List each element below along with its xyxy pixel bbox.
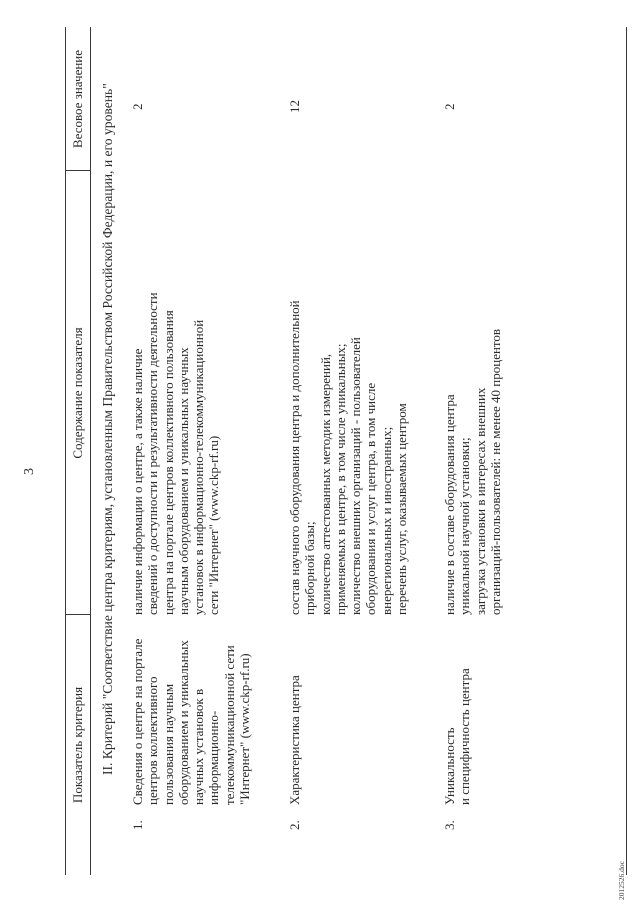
footer-file-code: 2012526.doc <box>617 861 626 900</box>
header-weight: Весовое значение <box>70 49 85 149</box>
row-1-weight: 2 <box>130 103 145 110</box>
row-2-indicator: Характеристика центра <box>287 675 302 805</box>
row-1-indicator: Сведения о центре на портале центров коллективного пользования научным оборудованием и уникальных научных установок в информационно- телекоммуникационной сети "Интернет" (www.ckp-rf.ru) <box>130 638 253 805</box>
header-content: Содержание показателя <box>70 327 85 459</box>
table-bottom-border <box>626 27 627 875</box>
page-number: 3 <box>22 468 37 475</box>
row-3-weight: 2 <box>442 103 457 110</box>
row-3-indicator: Уникальность и специфичность центра <box>442 668 473 805</box>
row-3-content: наличие в составе оборудования центра уникальной научной установки; загрузка установки в интересах внешних организаций-пользователей: не менее 40 процентов <box>442 328 503 615</box>
header-indicator: Показатель критерия <box>70 686 85 804</box>
row-3-number: 3. <box>442 820 457 830</box>
row-1-content: наличие информации о центре, а также наличие сведений о доступности и результативности деятельности центра на портале центров коллективного пользования научным оборудованием и уникальных научных установок в информационно-телекоммуникационной сети "Интернет" (www.ckp-rf.ru) <box>130 292 222 615</box>
section-title: II. Критерий "Соответствие центра критериям, установленным Правительством Российской Федерации, и его уровень" <box>100 83 115 775</box>
row-2-content: состав научного оборудования центра и дополнительной приборной базы; количество аттестованных методик измерений, применяемых в центре, в том числе уникальных; количество внешних организаций - пользователей оборудования и услуг центра, в том числе внерегиональных и иностранных; перечень услуг, оказываемых центром <box>287 300 410 615</box>
table-top-border <box>65 27 66 875</box>
row-1-number: 1. <box>130 820 145 830</box>
row-2-weight: 12 <box>287 100 302 113</box>
row-2-number: 2. <box>287 820 302 830</box>
header-bottom-border <box>90 27 91 875</box>
